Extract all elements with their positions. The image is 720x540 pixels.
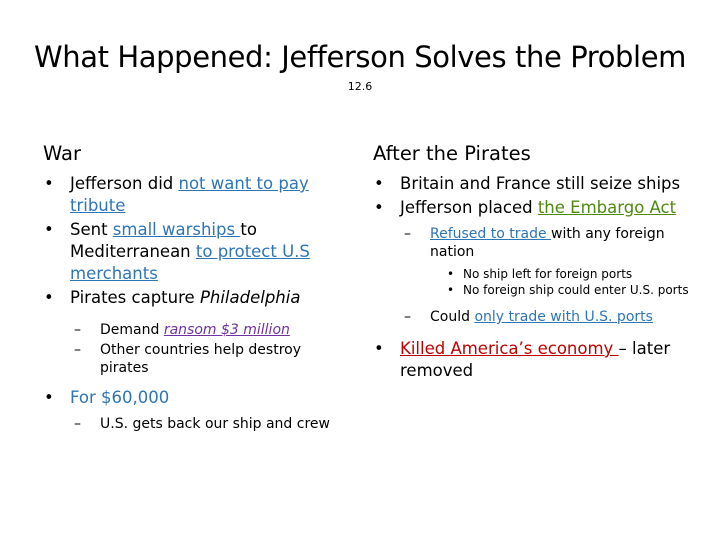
item-text: No ship left for foreign ports <box>463 267 633 281</box>
sub-sub-list-item <box>373 267 693 282</box>
list-item <box>373 173 693 195</box>
item-text: Demand <box>100 322 164 338</box>
item-text: No foreign ship could enter U.S. ports <box>463 283 689 297</box>
highlight-text: ransom $3 million <box>163 322 290 338</box>
sub-list-item <box>373 225 693 261</box>
list-item <box>43 219 343 285</box>
sub-list-item <box>43 341 343 377</box>
slide-title: What Happened: Jefferson Solves the Problem <box>33 40 686 74</box>
highlight-text: only trade with U.S. ports <box>474 309 653 325</box>
item-text: Sent <box>70 220 113 239</box>
item-text: Britain and France still seize ships <box>400 174 681 193</box>
list-item <box>373 338 693 382</box>
item-text: Jefferson placed <box>400 198 538 217</box>
sub-list-item <box>373 308 693 326</box>
item-text: – later removed <box>400 339 671 380</box>
highlight-text: the Embargo Act <box>537 198 677 217</box>
highlight-text: not want to pay tribute <box>70 174 309 215</box>
highlight-text: For $60,000 <box>70 388 170 407</box>
war-column <box>43 142 343 435</box>
highlight-text: to protect U.S merchants <box>70 242 310 283</box>
war-list <box>43 173 343 433</box>
item-text: Jefferson did <box>70 174 179 193</box>
war-heading: War <box>43 142 82 165</box>
item-text: to Mediterranean <box>70 220 257 261</box>
slide-subtitle: 12.6 <box>347 80 373 93</box>
after-pirates-list <box>373 173 693 382</box>
item-text: Could <box>430 309 475 325</box>
item-text: Pirates capture <box>70 288 200 307</box>
after-pirates-column <box>373 142 693 384</box>
ship-name: Philadelphia <box>199 288 301 307</box>
list-item <box>43 387 343 409</box>
list-item <box>373 197 693 219</box>
item-text: Other countries help destroy pirates <box>100 342 301 376</box>
highlight-text: small warships <box>112 220 241 239</box>
sub-sub-list-item <box>373 283 693 298</box>
item-text: U.S. gets back our ship and crew <box>100 416 330 432</box>
highlight-text: Killed America’s economy <box>400 339 619 358</box>
item-text: with any foreign nation <box>430 226 665 260</box>
list-item <box>43 287 343 309</box>
after-pirates-heading: After the Pirates <box>373 142 531 165</box>
list-item <box>43 173 343 217</box>
sub-list-item <box>43 321 343 339</box>
sub-list-item <box>43 415 343 433</box>
highlight-text: Refused to trade <box>430 226 552 242</box>
